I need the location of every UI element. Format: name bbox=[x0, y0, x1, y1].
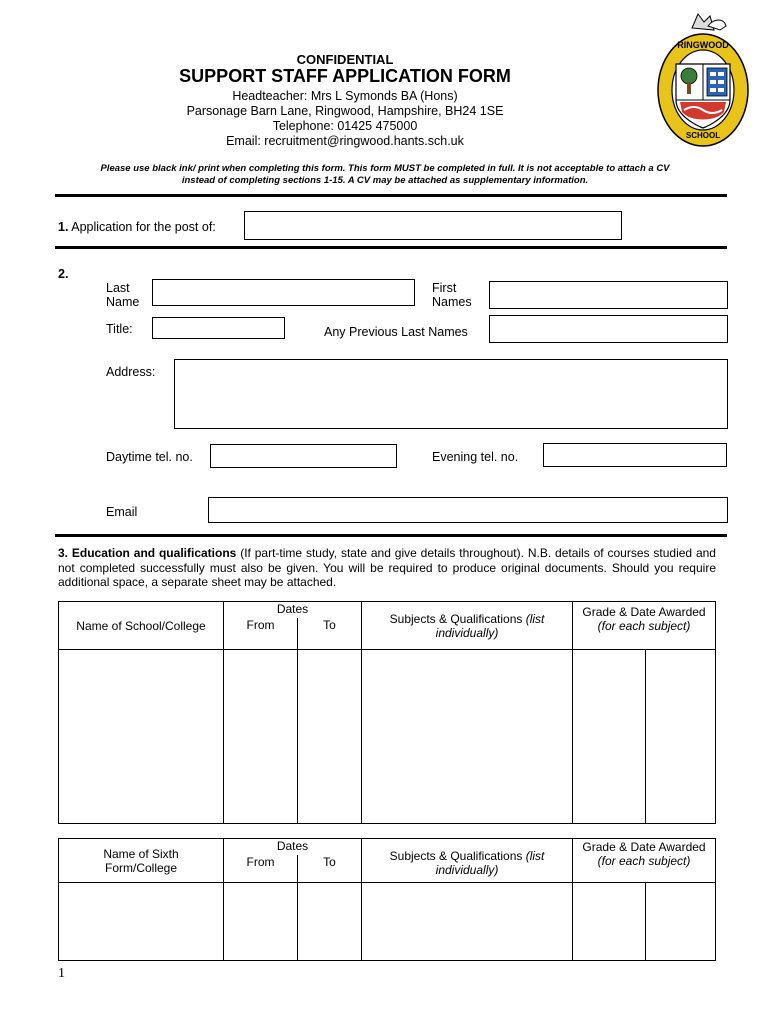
col-grade bbox=[573, 839, 716, 883]
instructions-line-1: Please use black ink/ print when completing this form. This form MUST be completed in full. It is not acceptable to attach a CV bbox=[100, 163, 670, 174]
crest-top-text: RINGWOOD bbox=[677, 40, 729, 50]
last-name-field[interactable] bbox=[152, 279, 415, 306]
divider bbox=[55, 246, 727, 249]
page-number: 1 bbox=[58, 966, 65, 981]
last-name-label-1: Last bbox=[106, 281, 130, 295]
to-cell[interactable] bbox=[298, 883, 362, 961]
email-label: Email bbox=[106, 505, 138, 519]
form-title: SUPPORT STAFF APPLICATION FORM bbox=[179, 66, 511, 86]
address-field[interactable] bbox=[174, 359, 728, 429]
col-grade-note: (for each subject) bbox=[597, 619, 691, 633]
col-grade-label: Grade & Date Awarded bbox=[582, 840, 706, 854]
col-sixth-form-name: Name of Sixth Form/College bbox=[59, 839, 224, 883]
school-crest-logo bbox=[654, 12, 752, 148]
instructions-line-2: instead of completing sections 1-15. A CV may be attached as supplementary information. bbox=[181, 175, 589, 186]
col-subjects bbox=[362, 839, 573, 883]
previous-names-field[interactable] bbox=[489, 315, 728, 343]
col-subjects-label: Subjects & Qualifications bbox=[389, 849, 523, 863]
school-email: Email: recruitment@ringwood.hants.sch.uk bbox=[226, 134, 464, 148]
first-names-label-1: First bbox=[432, 281, 457, 295]
title-label: Title: bbox=[106, 322, 133, 336]
subjects-cell[interactable] bbox=[362, 650, 573, 824]
col-grade-label: Grade & Date Awarded bbox=[582, 605, 706, 619]
first-names-field[interactable] bbox=[489, 281, 728, 309]
evening-tel-label: Evening tel. no. bbox=[432, 450, 519, 464]
section-3-intro bbox=[58, 546, 716, 590]
date-awarded-cell[interactable] bbox=[646, 650, 716, 824]
col-subjects-note: (list individually) bbox=[435, 612, 545, 640]
col-subjects bbox=[362, 602, 573, 650]
col-dates: Dates bbox=[224, 839, 362, 855]
post-applied-field[interactable] bbox=[244, 211, 622, 240]
divider bbox=[55, 534, 727, 537]
from-cell[interactable] bbox=[224, 883, 298, 961]
crest-bottom-text: SCHOOL bbox=[685, 131, 721, 140]
title-field[interactable] bbox=[152, 317, 285, 339]
daytime-tel-label: Daytime tel. no. bbox=[106, 450, 193, 464]
col-from: From bbox=[224, 855, 298, 883]
last-name-label-2: Name bbox=[106, 295, 140, 309]
email-field[interactable] bbox=[208, 497, 728, 523]
col-subjects-label: Subjects & Qualifications bbox=[389, 612, 523, 626]
grade-cell[interactable] bbox=[573, 883, 646, 961]
from-cell[interactable] bbox=[224, 650, 298, 824]
confidential-label: CONFIDENTIAL bbox=[296, 52, 394, 67]
subjects-cell[interactable] bbox=[362, 883, 573, 961]
col-to: To bbox=[298, 618, 362, 650]
section-2-number: 2. bbox=[58, 267, 69, 281]
school-address: Parsonage Barn Lane, Ringwood, Hampshire, BH24 1SE bbox=[186, 104, 504, 118]
daytime-tel-field[interactable] bbox=[210, 444, 397, 468]
date-awarded-cell[interactable] bbox=[646, 883, 716, 961]
col-from: From bbox=[224, 618, 298, 650]
col-school-name: Name of School/College bbox=[59, 602, 224, 650]
sixth-form-qualifications-table bbox=[58, 838, 716, 961]
col-subjects-note: (list individually) bbox=[435, 849, 545, 877]
headteacher-line: Headteacher: Mrs L Symonds BA (Hons) bbox=[232, 89, 458, 103]
post-label: Application for the post of: bbox=[71, 220, 216, 234]
grade-cell[interactable] bbox=[573, 650, 646, 824]
col-grade bbox=[573, 602, 716, 650]
section-3-text: (If part-time study, state and give details throughout). N.B. details of courses studied and not completed successfully must also be given. You will be required to produce original documents. Should you require additional space, a separate sheet may be attached. bbox=[58, 546, 716, 589]
previous-names-label: Any Previous Last Names bbox=[324, 325, 468, 339]
section-1-number: 1. bbox=[58, 220, 69, 234]
to-cell[interactable] bbox=[298, 650, 362, 824]
sixth-form-name-cell[interactable] bbox=[59, 883, 224, 961]
school-telephone: Telephone: 01425 475000 bbox=[272, 119, 418, 133]
section-3-heading: 3. Education and qualifications bbox=[58, 546, 237, 560]
section-1-label bbox=[58, 220, 216, 234]
divider bbox=[55, 194, 727, 197]
school-qualifications-table bbox=[58, 601, 716, 824]
school-name-cell[interactable] bbox=[59, 650, 224, 824]
address-label: Address: bbox=[106, 365, 156, 379]
first-names-label-2: Names bbox=[432, 295, 472, 309]
evening-tel-field[interactable] bbox=[543, 443, 727, 467]
col-grade-note: (for each subject) bbox=[597, 854, 691, 868]
col-to: To bbox=[298, 855, 362, 883]
col-dates: Dates bbox=[224, 602, 362, 618]
